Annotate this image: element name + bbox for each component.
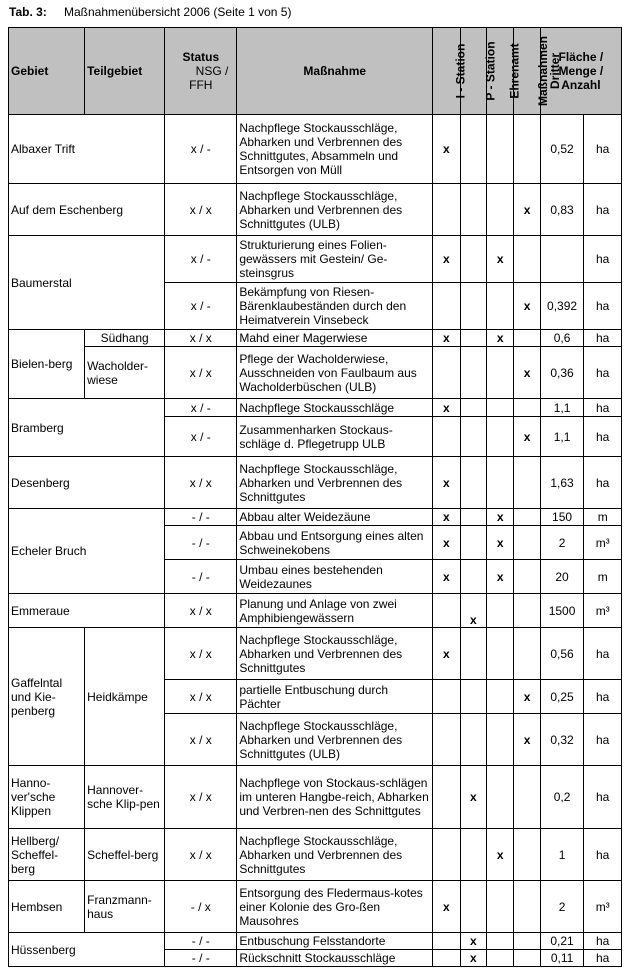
einheit-cell: m³ <box>584 526 622 560</box>
p-station-cell <box>460 115 486 184</box>
massnahme-cell: Nachpflege Stockausschläge, Abharken und Verbrennen des Schnittgutes <box>237 829 433 881</box>
i-station-cell: x <box>433 628 460 680</box>
header-massnahme: Maßnahme <box>237 28 433 115</box>
i-station-cell: x <box>433 509 460 526</box>
header-row <box>9 28 622 115</box>
i-station-cell <box>433 829 460 881</box>
dritter-cell: x <box>514 714 540 766</box>
header-massnahmen-line2: Dritter <box>548 52 563 89</box>
i-station-cell: x <box>433 881 460 933</box>
gebiet-cell: Hembsen <box>9 881 85 933</box>
header-status-line3: FFH <box>189 78 213 92</box>
header-flaeche-line2: Menge / <box>558 64 604 78</box>
status-cell: x / - <box>165 236 237 283</box>
status-cell: x / x <box>165 680 237 714</box>
einheit-cell: ha <box>584 283 622 330</box>
menge-cell <box>540 236 584 283</box>
table-row <box>9 399 622 417</box>
i-station-cell: x <box>433 236 460 283</box>
header-status <box>165 28 237 115</box>
teilgebiet-cell: Hannover-sche Klip-pen <box>85 766 165 829</box>
massnahme-cell: Nachpflege Stockausschläge <box>237 399 433 417</box>
dritter-cell <box>514 766 540 829</box>
p-station-cell <box>460 330 486 347</box>
teilgebiet-cell: Franzmann-haus <box>85 881 165 933</box>
menge-cell: 2 <box>540 881 584 933</box>
teilgebiet-cell: Wacholder-wiese <box>85 347 165 399</box>
header-status-line2: NSG / <box>195 64 229 78</box>
teilgebiet-cell: Südhang <box>85 330 165 347</box>
p-station-cell <box>460 283 486 330</box>
i-station-cell <box>433 680 460 714</box>
status-cell: x / - <box>165 115 237 184</box>
massnahme-cell: Mahd einer Magerwiese <box>237 330 433 347</box>
menge-cell: 0,83 <box>540 184 584 236</box>
gebiet-cell: Bramberg <box>9 399 165 457</box>
ehrenamt-cell: x <box>486 829 513 881</box>
einheit-cell: ha <box>584 714 622 766</box>
dritter-cell <box>514 881 540 933</box>
ehrenamt-cell <box>486 628 513 680</box>
table-row <box>9 115 622 184</box>
status-cell: - / x <box>165 881 237 933</box>
status-cell: x / x <box>165 457 237 509</box>
status-cell: x / x <box>165 184 237 236</box>
menge-cell: 1,63 <box>540 457 584 509</box>
einheit-cell: ha <box>584 184 622 236</box>
dritter-cell <box>514 526 540 560</box>
menge-cell: 0,21 <box>540 933 584 950</box>
menge-cell: 0,392 <box>540 283 584 330</box>
i-station-cell <box>433 347 460 399</box>
ehrenamt-cell: x <box>486 236 513 283</box>
menge-cell: 0,52 <box>540 115 584 184</box>
massnahme-cell: Umbau eines bestehenden Weidezaunes <box>237 560 433 594</box>
table-row <box>9 457 622 509</box>
massnahme-cell: Nachpflege Stockausschläge, Abharken und Verbrennen des Schnittgutes <box>237 628 433 680</box>
gebiet-cell: Echeler Bruch <box>9 509 165 594</box>
gebiet-cell: Hellberg/ Scheffel-berg <box>9 829 85 881</box>
einheit-cell: ha <box>584 933 622 950</box>
dritter-cell <box>514 560 540 594</box>
i-station-cell <box>433 417 460 457</box>
menge-cell: 0,56 <box>540 628 584 680</box>
table-row <box>9 236 622 283</box>
menge-cell: 1,1 <box>540 417 584 457</box>
dritter-cell: x <box>514 283 540 330</box>
p-station-cell: x <box>460 594 486 628</box>
dritter-cell <box>514 236 540 283</box>
p-station-cell <box>460 417 486 457</box>
einheit-cell: ha <box>584 457 622 509</box>
p-station-cell <box>460 714 486 766</box>
i-station-cell <box>433 594 460 628</box>
header-i-station-text: I - Station <box>453 43 468 99</box>
massnahme-cell: Bekämpfung von Riesen-Bärenklaubeständen durch den Heimatverein Vinsebeck <box>237 283 433 330</box>
i-station-cell <box>433 766 460 829</box>
p-station-cell <box>460 347 486 399</box>
i-station-cell: x <box>433 399 460 417</box>
table-row <box>9 881 622 933</box>
p-station-cell <box>460 526 486 560</box>
p-station-cell <box>460 881 486 933</box>
caption-label: Tab. 3: <box>9 5 47 19</box>
dritter-cell: x <box>514 680 540 714</box>
gebiet-cell: Albaxer Trift <box>9 115 165 184</box>
p-station-cell <box>460 628 486 680</box>
i-station-cell: x <box>433 457 460 509</box>
einheit-cell: ha <box>584 236 622 283</box>
ehrenamt-cell <box>486 283 513 330</box>
i-station-cell <box>433 933 460 950</box>
ehrenamt-cell: x <box>486 509 513 526</box>
einheit-cell: ha <box>584 829 622 881</box>
p-station-cell <box>460 457 486 509</box>
einheit-cell: ha <box>584 628 622 680</box>
status-cell: x / - <box>165 283 237 330</box>
gebiet-cell: Hüssenberg <box>9 933 165 967</box>
p-station-cell <box>460 680 486 714</box>
menge-cell: 0,2 <box>540 766 584 829</box>
massnahme-cell: Rückschnitt Stockausschläge <box>237 950 433 967</box>
ehrenamt-cell <box>486 347 513 399</box>
ehrenamt-cell <box>486 766 513 829</box>
dritter-cell: x <box>514 417 540 457</box>
einheit-cell: m <box>584 560 622 594</box>
dritter-cell <box>514 594 540 628</box>
massnahme-cell: Pflege der Wacholderwiese, Ausschneiden von Faulbaum aus Wacholderbüschen (ULB) <box>237 347 433 399</box>
i-station-cell: x <box>433 330 460 347</box>
table-row <box>9 594 622 628</box>
einheit-cell: m <box>584 509 622 526</box>
dritter-cell <box>514 457 540 509</box>
p-station-cell <box>460 184 486 236</box>
dritter-cell: x <box>514 184 540 236</box>
p-station-cell: x <box>460 950 486 967</box>
einheit-cell: ha <box>584 680 622 714</box>
i-station-cell: x <box>433 560 460 594</box>
status-cell: x / x <box>165 714 237 766</box>
header-gebiet: Gebiet <box>9 28 85 115</box>
ehrenamt-cell <box>486 933 513 950</box>
massnahme-cell: Entsorgung des Fledermaus-kotes einer Kolonie des Gro-ßen Mausohres <box>237 881 433 933</box>
einheit-cell: ha <box>584 347 622 399</box>
ehrenamt-cell <box>486 714 513 766</box>
i-station-cell: x <box>433 526 460 560</box>
table-row <box>9 829 622 881</box>
p-station-cell <box>460 236 486 283</box>
ehrenamt-cell <box>486 399 513 417</box>
ehrenamt-cell <box>486 115 513 184</box>
table-row <box>9 628 622 680</box>
ehrenamt-cell <box>486 417 513 457</box>
dritter-cell <box>514 399 540 417</box>
p-station-cell <box>460 509 486 526</box>
status-cell: x / x <box>165 330 237 347</box>
measures-table <box>8 27 622 967</box>
header-teilgebiet: Teilgebiet <box>85 28 165 115</box>
einheit-cell: ha <box>584 950 622 967</box>
einheit-cell: ha <box>584 399 622 417</box>
header-flaeche-line3: Anzahl <box>561 78 601 92</box>
gebiet-cell: Bielen-berg <box>9 330 85 399</box>
einheit-cell: m³ <box>584 881 622 933</box>
status-cell: x / x <box>165 766 237 829</box>
status-cell: x / x <box>165 628 237 680</box>
dritter-cell <box>514 509 540 526</box>
massnahme-cell: Strukturierung eines Folien-gewässers mit Gestein/ Ge-steinsgrus <box>237 236 433 283</box>
status-cell: - / - <box>165 526 237 560</box>
p-station-cell <box>460 399 486 417</box>
ehrenamt-cell: x <box>486 526 513 560</box>
menge-cell: 0,36 <box>540 347 584 399</box>
status-cell: - / - <box>165 933 237 950</box>
massnahme-cell: Nachpflege Stockausschläge, Abharken und Verbrennen des Schnittgutes (ULB) <box>237 184 433 236</box>
einheit-cell: ha <box>584 417 622 457</box>
einheit-cell: ha <box>584 115 622 184</box>
dritter-cell <box>514 829 540 881</box>
i-station-cell <box>433 283 460 330</box>
i-station-cell: x <box>433 115 460 184</box>
ehrenamt-cell <box>486 457 513 509</box>
massnahme-cell: Nachpflege Stockausschläge, Abharken und Verbrennen des Schnittgutes (ULB) <box>237 714 433 766</box>
table-row <box>9 184 622 236</box>
dritter-cell: x <box>514 347 540 399</box>
table-row <box>9 933 622 950</box>
i-station-cell <box>433 184 460 236</box>
ehrenamt-cell <box>486 184 513 236</box>
table-row <box>9 509 622 526</box>
table-caption <box>9 5 292 19</box>
header-ehrenamt-text: Ehrenamt <box>507 43 522 99</box>
massnahme-cell: Abbau alter Weidezäune <box>237 509 433 526</box>
einheit-cell: m³ <box>584 594 622 628</box>
status-cell: - / - <box>165 509 237 526</box>
ehrenamt-cell: x <box>486 330 513 347</box>
ehrenamt-cell <box>486 950 513 967</box>
menge-cell: 0,6 <box>540 330 584 347</box>
gebiet-cell: Desenberg <box>9 457 165 509</box>
ehrenamt-cell <box>486 680 513 714</box>
massnahme-cell: partielle Entbuschung durch Pächter <box>237 680 433 714</box>
header-p-station-text: P - Station <box>483 41 498 101</box>
menge-cell: 0,25 <box>540 680 584 714</box>
status-cell: x / x <box>165 829 237 881</box>
dritter-cell <box>514 330 540 347</box>
massnahme-cell: Nachpflege von Stockaus-schlägen im unteren Hangbe-reich, Abharken und Verbren-nen des Schnittgutes <box>237 766 433 829</box>
menge-cell: 1500 <box>540 594 584 628</box>
menge-cell: 2 <box>540 526 584 560</box>
p-station-cell <box>460 560 486 594</box>
header-massnahmen-line1: Maßnahmen <box>536 35 551 106</box>
menge-cell: 0,32 <box>540 714 584 766</box>
massnahme-cell: Planung und Anlage von zwei Amphibiengewässern <box>237 594 433 628</box>
massnahme-cell: Abbau und Entsorgung eines alten Schweinekobens <box>237 526 433 560</box>
caption-title: Maßnahmenübersicht 2006 (Seite 1 von 5) <box>64 5 292 19</box>
i-station-cell <box>433 714 460 766</box>
gebiet-cell: Baumerstal <box>9 236 165 330</box>
einheit-cell: ha <box>584 330 622 347</box>
einheit-cell: ha <box>584 766 622 829</box>
dritter-cell <box>514 950 540 967</box>
ehrenamt-cell <box>486 881 513 933</box>
massnahme-cell: Nachpflege Stockausschläge, Abharken und Verbrennen des Schnittgutes <box>237 457 433 509</box>
gebiet-cell: Hanno-ver'sche Klippen <box>9 766 85 829</box>
table-row <box>9 330 622 347</box>
menge-cell: 1,1 <box>540 399 584 417</box>
menge-cell: 150 <box>540 509 584 526</box>
menge-cell: 20 <box>540 560 584 594</box>
menge-cell: 0,11 <box>540 950 584 967</box>
teilgebiet-cell: Heidkämpe <box>85 628 165 766</box>
status-cell: x / - <box>165 417 237 457</box>
p-station-cell: x <box>460 766 486 829</box>
dritter-cell <box>514 628 540 680</box>
header-i-station <box>433 28 468 115</box>
gebiet-cell: Gaffelntal und Kie-penberg <box>9 628 85 766</box>
status-cell: - / - <box>165 560 237 594</box>
gebiet-cell: Emmeraue <box>9 594 165 628</box>
status-cell: x / x <box>165 347 237 399</box>
table-row <box>9 766 622 829</box>
i-station-cell <box>433 950 460 967</box>
p-station-cell <box>460 829 486 881</box>
header-flaeche-line1: Fläche / <box>558 50 604 64</box>
ehrenamt-cell <box>486 594 513 628</box>
gebiet-cell: Auf dem Eschenberg <box>9 184 165 236</box>
ehrenamt-cell: x <box>486 560 513 594</box>
teilgebiet-cell: Scheffel-berg <box>85 829 165 881</box>
massnahme-cell: Zusammenharken Stockaus-schläge d. Pflegetrupp ULB <box>237 417 433 457</box>
menge-cell: 1 <box>540 829 584 881</box>
status-cell: x / x <box>165 594 237 628</box>
dritter-cell <box>514 933 540 950</box>
massnahme-cell: Nachpflege Stockausschläge, Abharken und Verbrennen des Schnittgutes, Absammeln und Entsorgen von Müll <box>237 115 433 184</box>
table-row <box>9 347 622 399</box>
massnahme-cell: Entbuschung Felsstandorte <box>237 933 433 950</box>
header-status-line1: Status <box>182 50 220 64</box>
dritter-cell <box>514 115 540 184</box>
status-cell: x / - <box>165 399 237 417</box>
header-massnahmen-dritter-text <box>537 35 561 105</box>
status-cell: - / - <box>165 950 237 967</box>
p-station-cell: x <box>460 933 486 950</box>
